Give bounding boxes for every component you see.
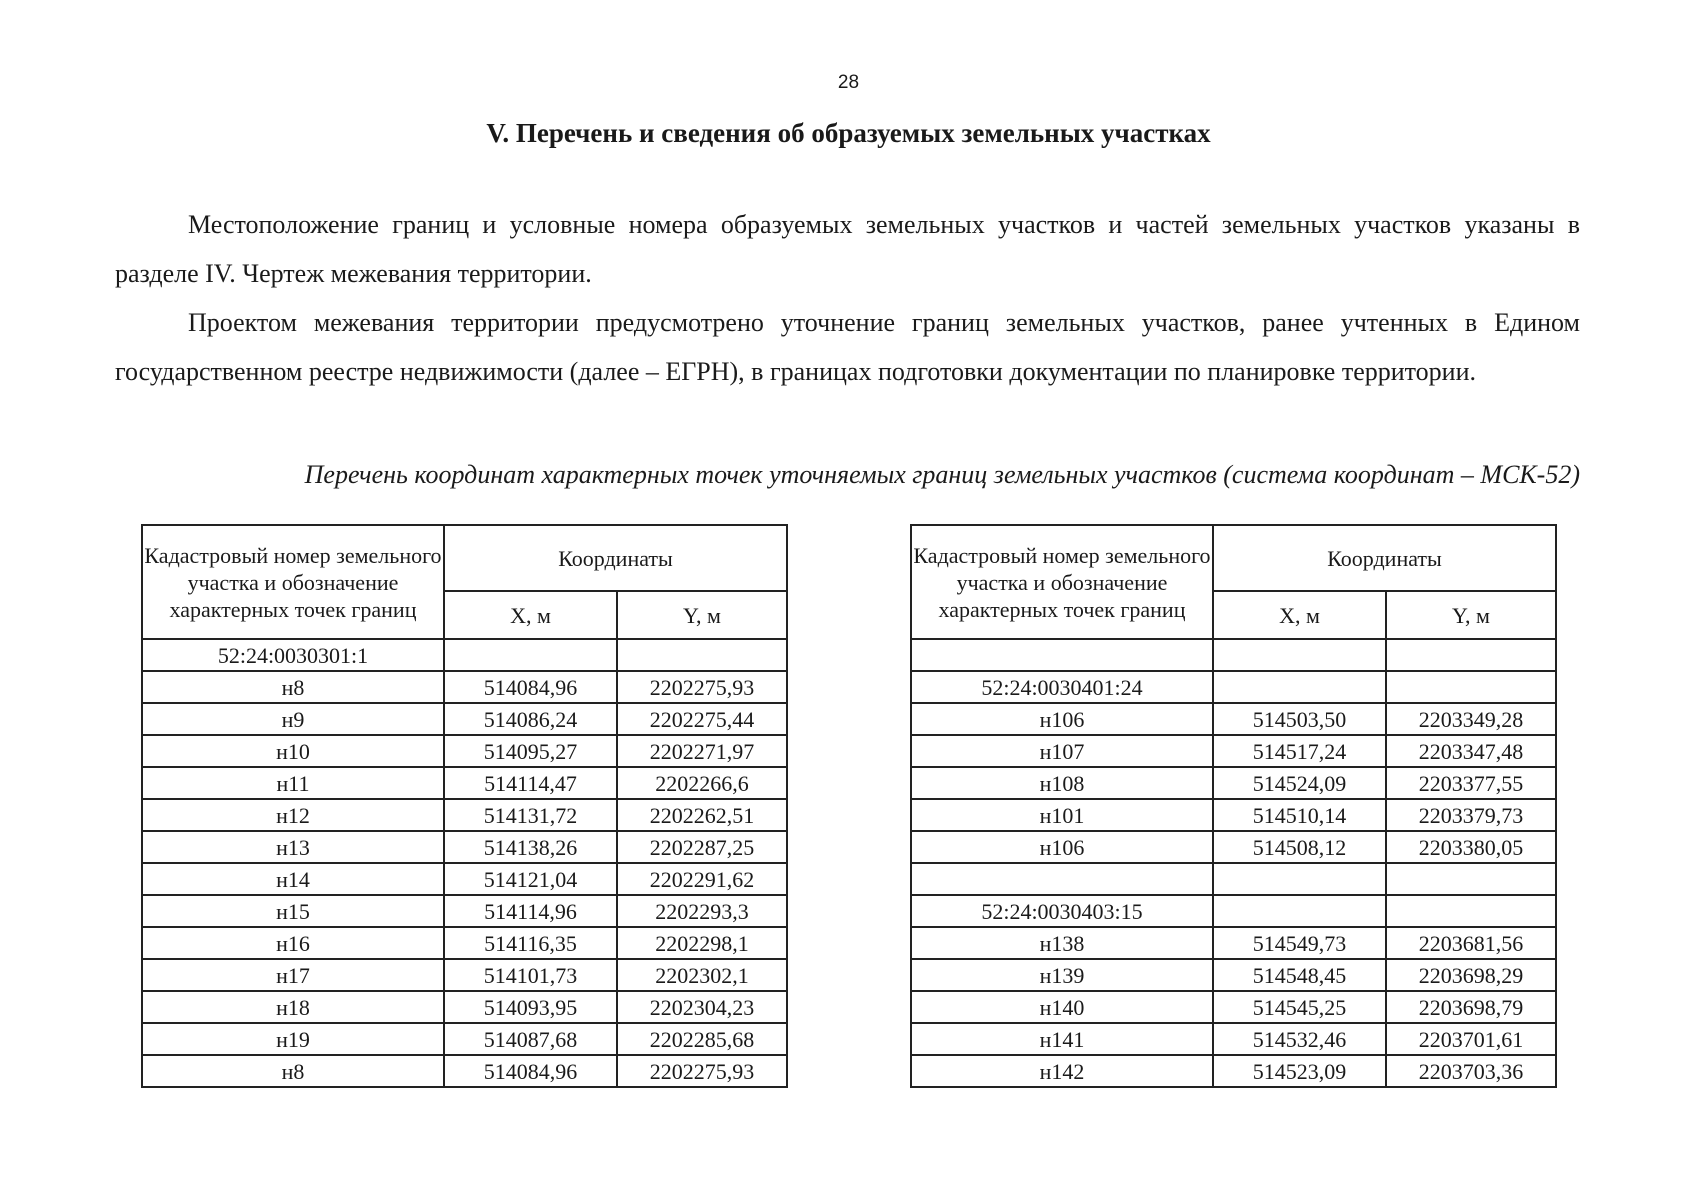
cell-x: 514138,26 bbox=[444, 831, 617, 863]
cell-y: 2202275,93 bbox=[617, 1055, 787, 1087]
cell-point: н11 bbox=[142, 767, 444, 799]
cell-point: н12 bbox=[142, 799, 444, 831]
cell-x bbox=[1213, 895, 1386, 927]
header-x: X, м bbox=[1213, 591, 1386, 639]
cell-point: н18 bbox=[142, 991, 444, 1023]
cell-point: н108 bbox=[911, 767, 1213, 799]
paragraph: Проектом межевания территории предусмотрено уточнение границ земельных участков, ранее учтенных в Едином государственном реестре недвижимости (далее – ЕГРН), в границах подготовки документации по планировке территории. bbox=[115, 308, 1580, 386]
cell-y: 2203698,79 bbox=[1386, 991, 1556, 1023]
header-coordinates: Координаты bbox=[444, 525, 787, 591]
table-row bbox=[142, 863, 787, 895]
cell-y: 2202287,25 bbox=[617, 831, 787, 863]
header-y: Y, м bbox=[617, 591, 787, 639]
cell-y: 2203349,28 bbox=[1386, 703, 1556, 735]
table-row bbox=[911, 927, 1556, 959]
table-row bbox=[911, 639, 1556, 671]
cell-point: н9 bbox=[142, 703, 444, 735]
table-row bbox=[142, 991, 787, 1023]
body-text bbox=[115, 200, 1580, 396]
cell-x: 514532,46 bbox=[1213, 1023, 1386, 1055]
cell-y: 2203347,48 bbox=[1386, 735, 1556, 767]
table-row bbox=[142, 959, 787, 991]
cell-y: 2202285,68 bbox=[617, 1023, 787, 1055]
header-cadastral: Кадастровый номер земельного участка и обозначение характерных точек границ bbox=[911, 525, 1213, 639]
table-caption: Перечень координат характерных точек уточняемых границ земельных участков (система координат – МСК-52) bbox=[304, 460, 1580, 489]
cell-x: 514549,73 bbox=[1213, 927, 1386, 959]
cell-point: н17 bbox=[142, 959, 444, 991]
cell-point: н142 bbox=[911, 1055, 1213, 1087]
cell-x: 514087,68 bbox=[444, 1023, 617, 1055]
cell-y: 2203701,61 bbox=[1386, 1023, 1556, 1055]
table-row bbox=[911, 671, 1556, 703]
cell-y: 2203681,56 bbox=[1386, 927, 1556, 959]
table-row bbox=[142, 1055, 787, 1087]
header-y: Y, м bbox=[1386, 591, 1556, 639]
cell-y: 2202266,6 bbox=[617, 767, 787, 799]
coordinates-table-left bbox=[141, 524, 788, 1088]
table-row bbox=[142, 735, 787, 767]
table-body-right bbox=[911, 639, 1556, 1087]
cell-point bbox=[911, 863, 1213, 895]
table-row bbox=[911, 735, 1556, 767]
cell-y: 2203703,36 bbox=[1386, 1055, 1556, 1087]
table-row bbox=[142, 895, 787, 927]
table-row bbox=[142, 799, 787, 831]
header-cadastral: Кадастровый номер земельного участка и обозначение характерных точек границ bbox=[142, 525, 444, 639]
table-row bbox=[911, 799, 1556, 831]
cell-y: 2203380,05 bbox=[1386, 831, 1556, 863]
cell-point: н8 bbox=[142, 1055, 444, 1087]
table-row bbox=[142, 703, 787, 735]
table-body-left bbox=[142, 639, 787, 1087]
cell-y: 2203379,73 bbox=[1386, 799, 1556, 831]
cell-y: 2202271,97 bbox=[617, 735, 787, 767]
paragraph: Местоположение границ и условные номера образуемых земельных участков и частей земельных участков указаны в разделе IV. Чертеж межевания территории. bbox=[115, 210, 1580, 288]
cell-y: 2202291,62 bbox=[617, 863, 787, 895]
cell-y bbox=[1386, 895, 1556, 927]
cell-point: н140 bbox=[911, 991, 1213, 1023]
cell-x: 514131,72 bbox=[444, 799, 617, 831]
cell-x: 514548,45 bbox=[1213, 959, 1386, 991]
page-number: 28 bbox=[837, 72, 860, 93]
table-row bbox=[911, 767, 1556, 799]
cell-y: 2202275,44 bbox=[617, 703, 787, 735]
cell-point: н16 bbox=[142, 927, 444, 959]
cell-x: 514517,24 bbox=[1213, 735, 1386, 767]
cell-x: 514086,24 bbox=[444, 703, 617, 735]
section-title: V. Перечень и сведения об образуемых земельных участках bbox=[486, 118, 1211, 148]
cell-y: 2203698,29 bbox=[1386, 959, 1556, 991]
cell-point: н8 bbox=[142, 671, 444, 703]
table-row bbox=[911, 703, 1556, 735]
cell-x: 514095,27 bbox=[444, 735, 617, 767]
cell-x: 514116,35 bbox=[444, 927, 617, 959]
cell-point: н13 bbox=[142, 831, 444, 863]
cell-x bbox=[1213, 863, 1386, 895]
cell-y: 2202304,23 bbox=[617, 991, 787, 1023]
table-row bbox=[911, 863, 1556, 895]
table-row bbox=[142, 639, 787, 671]
cell-x: 514084,96 bbox=[444, 671, 617, 703]
cell-x: 514101,73 bbox=[444, 959, 617, 991]
table-row bbox=[911, 895, 1556, 927]
cell-point: н139 bbox=[911, 959, 1213, 991]
cell-x bbox=[1213, 671, 1386, 703]
cell-point: н101 bbox=[911, 799, 1213, 831]
header-x: X, м bbox=[444, 591, 617, 639]
cell-x: 514524,09 bbox=[1213, 767, 1386, 799]
cell-x: 514508,12 bbox=[1213, 831, 1386, 863]
cell-y bbox=[617, 639, 787, 671]
cell-point: н15 bbox=[142, 895, 444, 927]
cell-point: н107 bbox=[911, 735, 1213, 767]
cell-point: н138 bbox=[911, 927, 1213, 959]
cell-point: н19 bbox=[142, 1023, 444, 1055]
cell-x: 514084,96 bbox=[444, 1055, 617, 1087]
table-row bbox=[911, 991, 1556, 1023]
table-row bbox=[911, 1023, 1556, 1055]
cell-y bbox=[1386, 639, 1556, 671]
coordinates-table-right bbox=[910, 524, 1557, 1088]
table-row bbox=[911, 831, 1556, 863]
cell-point: н141 bbox=[911, 1023, 1213, 1055]
cell-x: 514523,09 bbox=[1213, 1055, 1386, 1087]
table-row bbox=[911, 959, 1556, 991]
table-row bbox=[142, 767, 787, 799]
cell-y: 2202275,93 bbox=[617, 671, 787, 703]
table-row bbox=[142, 831, 787, 863]
cell-point bbox=[911, 639, 1213, 671]
cell-x: 514093,95 bbox=[444, 991, 617, 1023]
cell-point: 52:24:0030403:15 bbox=[911, 895, 1213, 927]
table-row bbox=[911, 1055, 1556, 1087]
cell-point: н106 bbox=[911, 703, 1213, 735]
cell-point: н14 bbox=[142, 863, 444, 895]
cell-x: 514545,25 bbox=[1213, 991, 1386, 1023]
cell-y: 2202298,1 bbox=[617, 927, 787, 959]
cell-x: 514121,04 bbox=[444, 863, 617, 895]
cell-point: н10 bbox=[142, 735, 444, 767]
cell-x: 514503,50 bbox=[1213, 703, 1386, 735]
cell-point: 52:24:0030301:1 bbox=[142, 639, 444, 671]
cell-x bbox=[444, 639, 617, 671]
cell-y: 2202293,3 bbox=[617, 895, 787, 927]
cell-y: 2203377,55 bbox=[1386, 767, 1556, 799]
cell-point: 52:24:0030401:24 bbox=[911, 671, 1213, 703]
cell-x: 514114,96 bbox=[444, 895, 617, 927]
cell-y: 2202302,1 bbox=[617, 959, 787, 991]
cell-x: 514510,14 bbox=[1213, 799, 1386, 831]
cell-x bbox=[1213, 639, 1386, 671]
cell-y bbox=[1386, 863, 1556, 895]
cell-point: н106 bbox=[911, 831, 1213, 863]
cell-x: 514114,47 bbox=[444, 767, 617, 799]
cell-y bbox=[1386, 671, 1556, 703]
table-row bbox=[142, 1023, 787, 1055]
table-row bbox=[142, 927, 787, 959]
header-coordinates: Координаты bbox=[1213, 525, 1556, 591]
cell-y: 2202262,51 bbox=[617, 799, 787, 831]
table-row bbox=[142, 671, 787, 703]
